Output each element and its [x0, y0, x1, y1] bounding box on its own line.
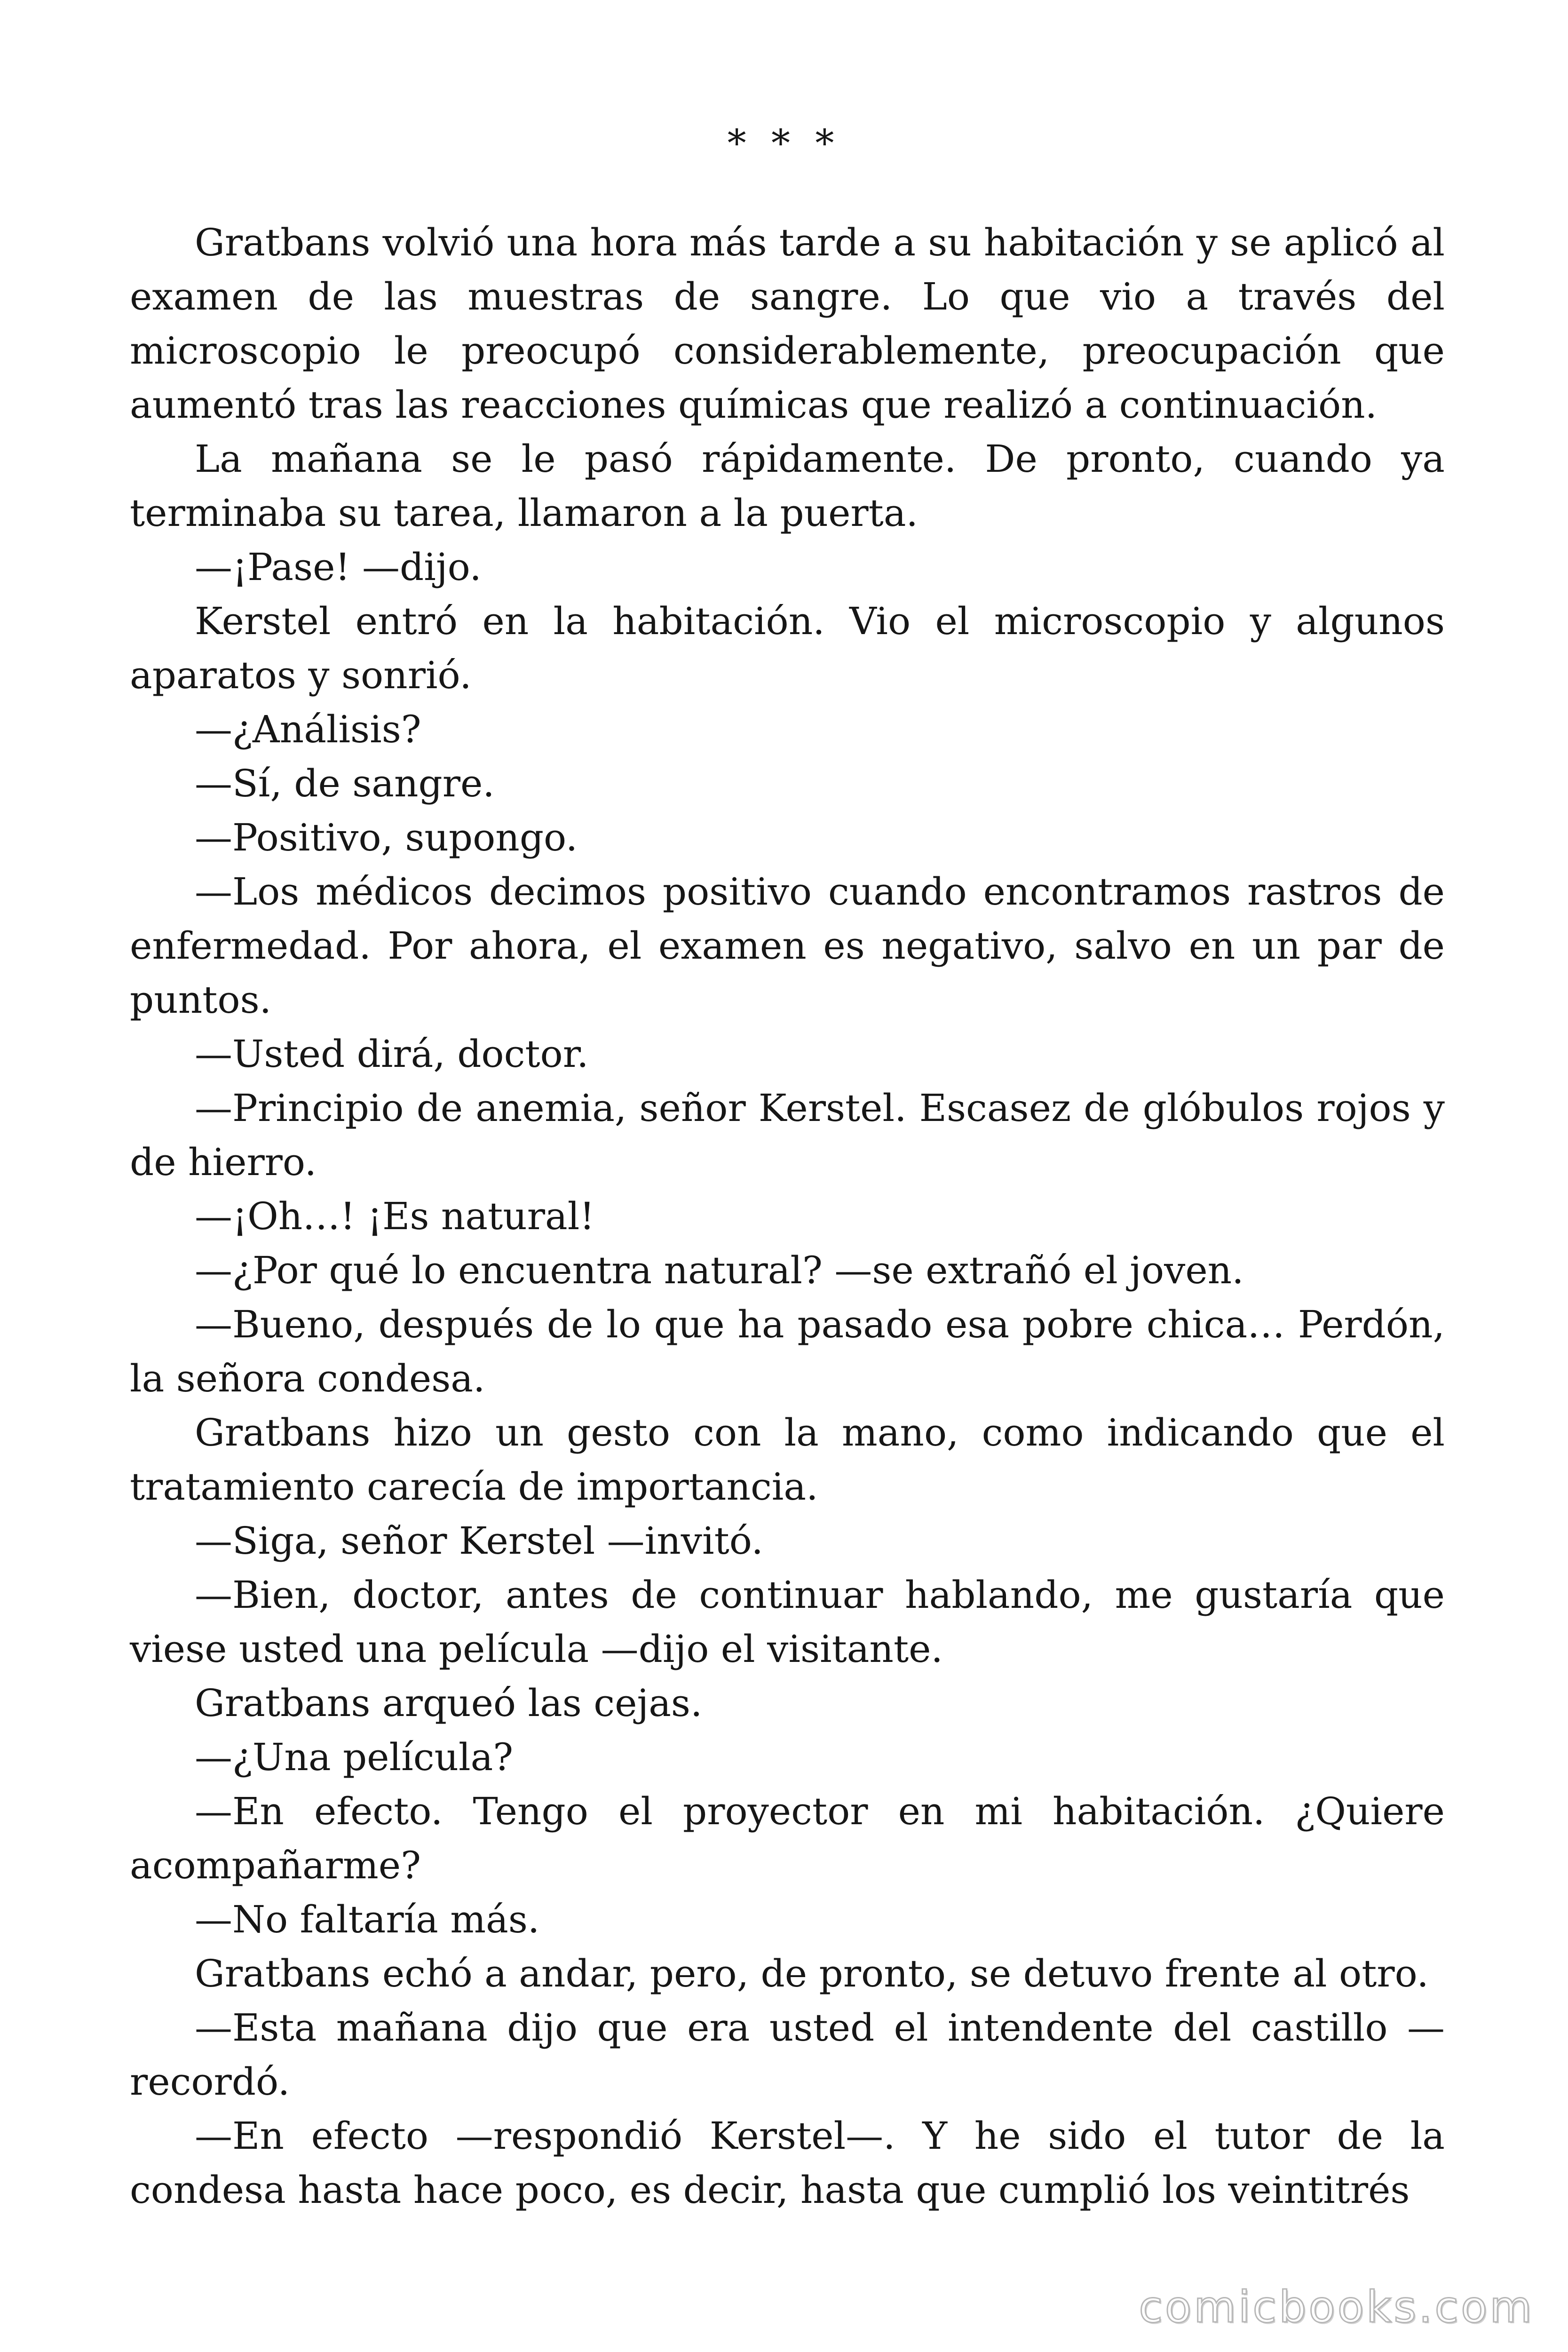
paragraph: —En efecto —respondió Kerstel—. Y he sido el tutor de la condesa hasta hace poco, es decir, hasta que cumplió los veintitrés [130, 2114, 1445, 2212]
paragraph: —Bueno, después de lo que ha pasado esa pobre chica… Perdón, la señora condesa. [130, 1303, 1445, 1400]
paragraph: —Usted dirá, doctor. [195, 1032, 589, 1076]
paragraph: Kerstel entró en la habitación. Vio el microscopio y algunos aparatos y sonrió. [130, 599, 1445, 697]
paragraph: —¡Oh…! ¡Es natural! [195, 1194, 595, 1238]
paragraph: Gratbans hizo un gesto con la mano, como indicando que el tratamiento carecía de importancia. [130, 1411, 1445, 1509]
paragraph: Gratbans echó a andar, pero, de pronto, se detuvo frente al otro. [195, 1952, 1429, 1995]
paragraph: —En efecto. Tengo el proyector en mi habitación. ¿Quiere acompañarme? [130, 1789, 1445, 1887]
paragraph: —¿Por qué lo encuentra natural? —se extrañó el joven. [195, 1248, 1244, 1292]
paragraph: Gratbans volvió una hora más tarde a su habitación y se aplicó al examen de las muestras de sangre. Lo que vio a través del microscopio le preocupó considerablemente, preocupación que aumentó tras las reacciones químicas que realizó a continuación. [130, 221, 1445, 427]
site-watermark: comicbooks.com [1139, 2282, 1534, 2332]
paragraph: —Bien, doctor, antes de continuar hablando, me gustaría que viese usted una película —dijo el visitante. [130, 1573, 1445, 1671]
paragraph: —No faltaría más. [195, 1898, 540, 1941]
paragraph: —Principio de anemia, señor Kerstel. Escasez de glóbulos rojos y de hierro. [130, 1086, 1445, 1184]
paragraph: —Esta mañana dijo que era usted el intendente del castillo —recordó. [130, 2006, 1445, 2104]
paragraph: —¿Análisis? [195, 707, 421, 751]
paragraph: —Sí, de sangre. [195, 762, 495, 805]
paragraph: —Positivo, supongo. [195, 816, 578, 859]
paragraph: —¿Una película? [195, 1735, 514, 1779]
paragraph: Gratbans arqueó las cejas. [195, 1681, 703, 1725]
paragraph: —Siga, señor Kerstel —invitó. [195, 1519, 763, 1563]
paragraph: —Los médicos decimos positivo cuando encontramos rastros de enfermedad. Por ahora, el examen es negativo, salvo en un par de puntos. [130, 870, 1445, 1022]
section-break-asterisks: * * * [727, 121, 841, 165]
paragraph: La mañana se le pasó rápidamente. De pronto, cuando ya terminaba su tarea, llamaron a la puerta. [130, 437, 1445, 535]
body-text [130, 215, 1445, 2217]
paragraph: —¡Pase! —dijo. [195, 545, 482, 589]
